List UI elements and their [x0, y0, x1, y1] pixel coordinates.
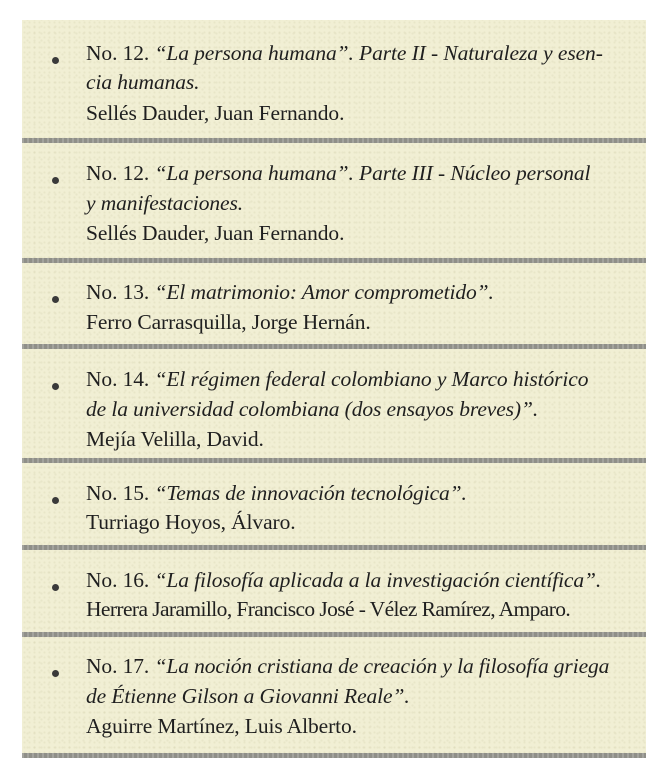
bullet-icon: [52, 296, 59, 303]
entry-title: “El matrimonio: Amor comprometido”.: [154, 280, 494, 304]
entry-title-continued: de Étienne Gilson a Giovanni Reale”.: [86, 684, 410, 708]
entry-title-continued: y manifestaciones.: [86, 191, 244, 215]
entry-title: “La noción cristiana de creación y la filosofía griega: [154, 654, 610, 678]
entry-number: No. 12.: [86, 161, 150, 185]
entry-number: No. 12.: [86, 41, 150, 65]
bullet-icon: [52, 57, 59, 64]
entry-author: Herrera Jaramillo, Francisco José - Vélez Ramírez, Amparo.: [86, 597, 571, 621]
entry-number: No. 14.: [86, 367, 150, 391]
bullet-icon: [52, 497, 59, 504]
entry-title: “La persona humana”. Parte II - Naturaleza y esen-: [154, 41, 603, 65]
bullet-icon: [52, 383, 59, 390]
entry-number: No. 13.: [86, 280, 150, 304]
entry-author: Ferro Carrasquilla, Jorge Hernán.: [86, 310, 371, 334]
entry-title-continued: cia humanas.: [86, 70, 200, 94]
entry-title-continued: de la universidad colombiana (dos ensayos breves)”.: [86, 397, 539, 421]
separator: [22, 258, 646, 263]
entry-author: Sellés Dauder, Juan Fernando.: [86, 221, 345, 245]
entry-number: No. 16.: [86, 568, 150, 592]
separator: [22, 344, 646, 349]
entry-number: No. 17.: [86, 654, 150, 678]
separator: [22, 458, 646, 463]
separator: [22, 632, 646, 637]
publication-list: [22, 20, 646, 758]
separator: [22, 138, 646, 143]
entry-author: Mejía Velilla, David.: [86, 427, 264, 451]
entry-author: Aguirre Martínez, Luis Alberto.: [86, 714, 357, 738]
entry-number: No. 15.: [86, 481, 150, 505]
entry-title: “La filosofía aplicada a la investigación científica”.: [154, 568, 602, 592]
bullet-icon: [52, 177, 59, 184]
entry-title: “La persona humana”. Parte III - Núcleo personal: [154, 161, 591, 185]
bullet-icon: [52, 670, 59, 677]
entry-title: “El régimen federal colombiano y Marco histórico: [154, 367, 589, 391]
bullet-icon: [52, 584, 59, 591]
entry-author: Turriago Hoyos, Álvaro.: [86, 510, 296, 534]
separator: [22, 545, 646, 550]
entry-author: Sellés Dauder, Juan Fernando.: [86, 101, 345, 125]
separator: [22, 753, 646, 758]
entry-title: “Temas de innovación tecnológica”.: [154, 481, 467, 505]
